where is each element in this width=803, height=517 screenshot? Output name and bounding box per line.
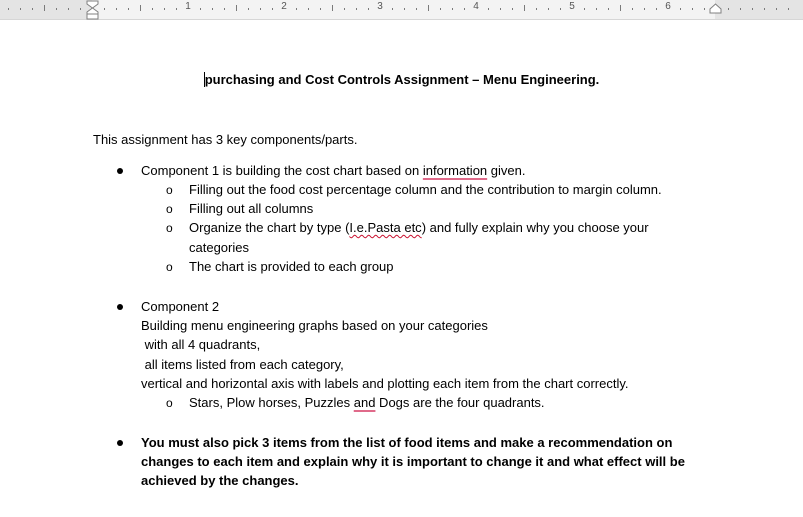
ruler-tick [116, 8, 117, 10]
ruler-half-tick [44, 5, 45, 11]
ruler-tick [416, 8, 417, 10]
ruler-number: 6 [665, 1, 671, 12]
ruler-tick [32, 8, 33, 10]
component-2-line[interactable]: Building menu engineering graphs based on your categories [141, 318, 488, 333]
ruler-tick [80, 8, 81, 10]
ruler-tick [200, 8, 201, 10]
ruler-tick [68, 8, 69, 10]
ruler-half-tick [140, 5, 141, 11]
ruler-tick [488, 8, 489, 10]
sub-bullet-icon: o [166, 183, 173, 197]
bullet-icon [117, 440, 123, 446]
ruler-half-tick [524, 5, 525, 11]
ruler-tick [164, 8, 165, 10]
sub-bullet-icon: o [166, 260, 173, 274]
document-title[interactable]: purchasing and Cost Controls Assignment – Menu Engineering. [204, 72, 600, 87]
ruler-tick [260, 8, 261, 10]
sub-bullet-icon: o [166, 396, 173, 410]
ruler-tick [20, 8, 21, 10]
component-2-line[interactable]: with all 4 quadrants, [141, 337, 261, 352]
ruler-tick [272, 8, 273, 10]
ruler-tick [128, 8, 129, 10]
ruler-tick [152, 8, 153, 10]
ruler-tick [560, 8, 561, 10]
ruler-tick [632, 8, 633, 10]
ruler-half-tick [332, 5, 333, 11]
sub-bullet-icon: o [166, 221, 173, 235]
ruler-tick [464, 8, 465, 10]
ruler-tick [536, 8, 537, 10]
indent-marker-icon[interactable] [86, 0, 99, 20]
ruler-tick [8, 8, 9, 10]
ruler-tick [56, 8, 57, 10]
ruler-tick [296, 8, 297, 10]
ruler-tick [608, 8, 609, 10]
ruler-number: 4 [473, 1, 479, 12]
component-3-line[interactable]: achieved by the changes. [141, 473, 299, 488]
right-indent-marker-icon[interactable] [709, 2, 722, 14]
ruler-tick [500, 8, 501, 10]
ruler-half-tick [236, 5, 237, 11]
ruler-tick [104, 8, 105, 10]
ruler-tick [680, 8, 681, 10]
ruler-tick [512, 8, 513, 10]
ruler-tick [440, 8, 441, 10]
component-3-line[interactable]: You must also pick 3 items from the list of food items and make a recommendation on [141, 435, 673, 450]
ruler-tick [368, 8, 369, 10]
sub-bullet-icon: o [166, 202, 173, 216]
component-1-sub-item[interactable]: The chart is provided to each group [189, 259, 394, 274]
ruler-tick [776, 8, 777, 10]
ruler-tick [224, 8, 225, 10]
ruler-number: 2 [281, 1, 287, 12]
ruler-half-tick [428, 5, 429, 11]
ruler-tick [392, 8, 393, 10]
ruler-tick [308, 8, 309, 10]
ruler-tick [596, 8, 597, 10]
ruler-tick [752, 8, 753, 10]
ruler-tick [452, 8, 453, 10]
ruler-tick [644, 8, 645, 10]
ruler-number: 3 [377, 1, 383, 12]
ruler-tick [248, 8, 249, 10]
ruler-tick [656, 8, 657, 10]
intro-paragraph[interactable]: This assignment has 3 key components/parts. [93, 132, 358, 147]
ruler-tick [356, 8, 357, 10]
component-1-sub-item[interactable]: Organize the chart by type (I.e.Pasta etc) and fully explain why you choose your [189, 220, 649, 235]
component-1-sub-item-continued[interactable]: categories [189, 240, 249, 255]
ruler-tick [764, 8, 765, 10]
component-2-label[interactable]: Component 2 [141, 299, 220, 314]
ruler-tick [788, 8, 789, 10]
ruler-tick [740, 8, 741, 10]
ruler-number: 1 [185, 1, 191, 12]
ruler-tick [728, 8, 729, 10]
ruler-tick [692, 8, 693, 10]
component-1-sub-item[interactable]: Filling out the food cost percentage column and the contribution to margin column. [189, 182, 662, 197]
ruler-half-tick [620, 5, 621, 11]
bullet-icon [117, 304, 123, 310]
bullet-icon [117, 168, 123, 174]
ruler-tick [404, 8, 405, 10]
component-2-line[interactable]: vertical and horizontal axis with labels and plotting each item from the chart correctly. [141, 376, 629, 391]
ruler-tick [704, 8, 705, 10]
ruler-tick [212, 8, 213, 10]
ruler-tick [320, 8, 321, 10]
ruler-tick [584, 8, 585, 10]
component-1-sub-item[interactable]: Filling out all columns [189, 201, 314, 216]
component-2-line[interactable]: all items listed from each category, [141, 357, 344, 372]
horizontal-ruler[interactable] [0, 0, 803, 20]
ruler-left-margin [0, 0, 92, 19]
ruler-tick [344, 8, 345, 10]
ruler-tick [176, 8, 177, 10]
component-2-sub-item[interactable]: Stars, Plow horses, Puzzles and Dogs are the four quadrants. [189, 395, 545, 410]
ruler-number: 5 [569, 1, 575, 12]
ruler-tick [548, 8, 549, 10]
component-1-text[interactable]: Component 1 is building the cost chart based on information given. [141, 163, 526, 178]
component-3-line[interactable]: changes to each item and explain why it is important to change it and what effect will be [141, 454, 685, 469]
